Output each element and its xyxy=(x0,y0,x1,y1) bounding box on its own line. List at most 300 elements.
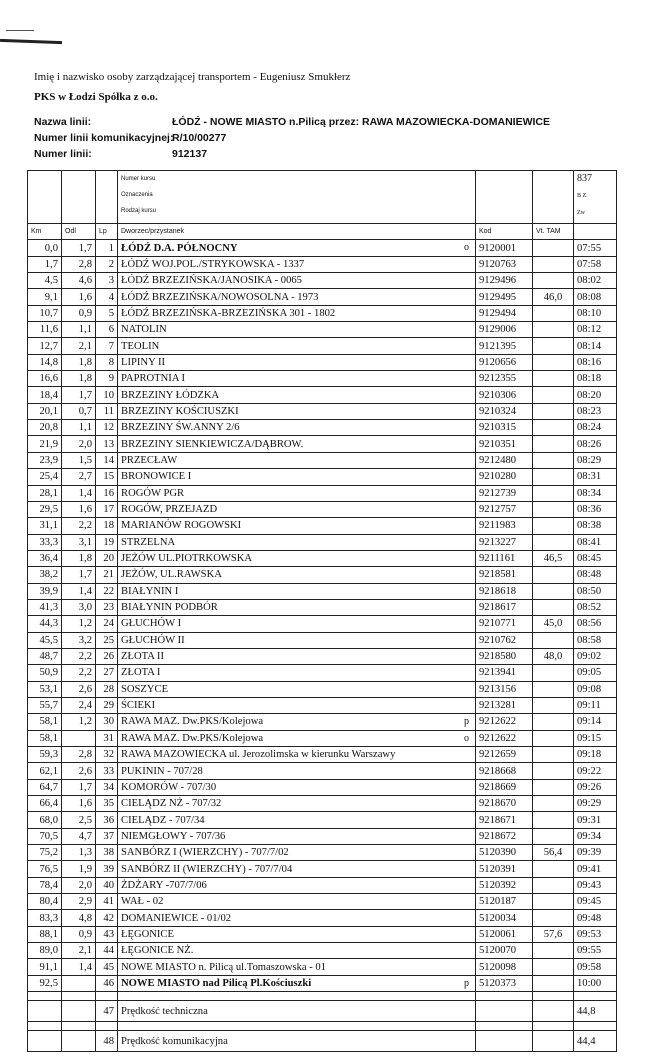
code-cell: 9120001 xyxy=(476,240,533,256)
km-cell: 31,1 xyxy=(28,518,62,534)
distance-cell: 2,9 xyxy=(62,894,96,910)
distance-cell: 4,6 xyxy=(62,273,96,289)
footer-label: Prędkość komunikacyjna xyxy=(118,1031,476,1052)
table-row xyxy=(28,550,617,566)
speed-cell xyxy=(533,763,574,779)
scan-artifact xyxy=(6,30,34,31)
km-cell: 28,1 xyxy=(28,485,62,501)
km-cell: 62,1 xyxy=(28,763,62,779)
time-cell: 10:00 xyxy=(574,975,617,991)
stop-name: BRZEZINY ŚW.ANNY 2/6 xyxy=(121,422,240,434)
km-cell: 83,3 xyxy=(28,910,62,926)
distance-cell: 2,0 xyxy=(62,877,96,893)
lp-cell: 42 xyxy=(96,910,118,926)
table-row xyxy=(28,812,617,828)
stop-cell xyxy=(118,796,476,812)
speed-cell xyxy=(533,975,574,991)
stop-name: DOMANIEWICE - 01/02 xyxy=(121,912,232,924)
stop-name: LIPINY II xyxy=(121,356,166,368)
lp-cell: 41 xyxy=(96,894,118,910)
time-cell: 09:14 xyxy=(574,714,617,730)
km-cell: 75,2 xyxy=(28,845,62,861)
stop-flag: p xyxy=(464,716,469,728)
table-row xyxy=(28,943,617,959)
distance-cell: 4,7 xyxy=(62,828,96,844)
time-cell: 09:39 xyxy=(574,845,617,861)
stop-cell xyxy=(118,354,476,370)
code-cell: 5120070 xyxy=(476,943,533,959)
table-row xyxy=(28,730,617,746)
speed-cell: 46,0 xyxy=(533,289,574,305)
stop-name: ZŁOTA I xyxy=(121,667,161,679)
table-row xyxy=(28,959,617,975)
stop-name: ŁĘGONICE NŻ. xyxy=(121,945,194,957)
line-name-label: Nazwa linii: xyxy=(34,116,92,128)
lp-cell: 37 xyxy=(96,828,118,844)
distance-cell: 1,2 xyxy=(62,616,96,632)
distance-cell: 1,6 xyxy=(62,501,96,517)
table-row xyxy=(28,697,617,713)
stop-name: ROGÓW PGR xyxy=(121,487,185,499)
stop-cell xyxy=(118,877,476,893)
time-cell: 08:58 xyxy=(574,632,617,648)
time-cell: 09:53 xyxy=(574,926,617,942)
distance-cell: 2,5 xyxy=(62,812,96,828)
distance-cell: 0,9 xyxy=(62,926,96,942)
code-cell: 9129494 xyxy=(476,305,533,321)
table-row xyxy=(28,894,617,910)
stop-flag: p xyxy=(464,977,469,989)
distance-cell: 4,8 xyxy=(62,910,96,926)
stop-cell xyxy=(118,763,476,779)
stop-cell xyxy=(118,256,476,272)
km-cell: 89,0 xyxy=(28,943,62,959)
time-cell: 09:11 xyxy=(574,697,617,713)
table-row xyxy=(28,567,617,583)
stop-cell xyxy=(118,240,476,256)
code-cell: 9120763 xyxy=(476,256,533,272)
stop-cell xyxy=(118,959,476,975)
col-odl: Odl xyxy=(62,224,96,240)
table-row xyxy=(28,371,617,387)
lp-cell: 39 xyxy=(96,861,118,877)
speed-cell xyxy=(533,501,574,517)
speed-cell xyxy=(533,469,574,485)
distance-cell: 1,8 xyxy=(62,371,96,387)
stop-name: NATOLIN xyxy=(121,324,167,336)
km-cell: 58,1 xyxy=(28,730,62,746)
distance-cell: 1,8 xyxy=(62,550,96,566)
table-row xyxy=(28,338,617,354)
stop-name: NOWE MIASTO n. Pilicą ul.Tomaszowska - 01 xyxy=(121,961,327,973)
code-cell: 9210351 xyxy=(476,436,533,452)
speed-cell xyxy=(533,420,574,436)
lp-cell: 27 xyxy=(96,665,118,681)
km-cell: 12,7 xyxy=(28,338,62,354)
stop-cell xyxy=(118,469,476,485)
km-cell: 9,1 xyxy=(28,289,62,305)
km-cell: 16,6 xyxy=(28,371,62,387)
time-cell: 09:29 xyxy=(574,796,617,812)
time-cell: 09:45 xyxy=(574,894,617,910)
table-row xyxy=(28,387,617,403)
stop-name: RAWA MAZOWIECKA ul. Jerozolimska w kierunku Warszawy xyxy=(121,749,396,761)
timetable xyxy=(27,170,617,1052)
stop-cell xyxy=(118,273,476,289)
km-cell: 20,8 xyxy=(28,420,62,436)
code-cell: 9210306 xyxy=(476,387,533,403)
table-row xyxy=(28,452,617,468)
stop-cell xyxy=(118,616,476,632)
km-cell: 36,4 xyxy=(28,550,62,566)
stop-name: WAŁ - 02 xyxy=(121,896,164,908)
km-cell: 92,5 xyxy=(28,975,62,991)
km-cell: 64,7 xyxy=(28,779,62,795)
footer-label: Prędkość techniczna xyxy=(118,1001,476,1022)
time-cell: 08:23 xyxy=(574,403,617,419)
km-cell: 33,3 xyxy=(28,534,62,550)
time-cell: 08:10 xyxy=(574,305,617,321)
code-cell: 9218672 xyxy=(476,828,533,844)
time-cell: 09:15 xyxy=(574,730,617,746)
speed-cell xyxy=(533,240,574,256)
lp-cell: 26 xyxy=(96,648,118,664)
code-cell: 9213281 xyxy=(476,697,533,713)
lp-cell: 17 xyxy=(96,501,118,517)
km-cell: 45,5 xyxy=(28,632,62,648)
distance-cell: 1,3 xyxy=(62,845,96,861)
code-cell: 9218671 xyxy=(476,812,533,828)
distance-cell: 1,6 xyxy=(62,289,96,305)
stop-name: NIEMGŁOWY - 707/36 xyxy=(121,830,226,842)
km-cell: 1,7 xyxy=(28,256,62,272)
stop-name: RAWA MAZ. Dw.PKS/Kolejowa xyxy=(121,716,264,728)
stop-cell xyxy=(118,894,476,910)
code-cell: 9129006 xyxy=(476,322,533,338)
stop-cell xyxy=(118,436,476,452)
lp-cell: 46 xyxy=(96,975,118,991)
speed-cell: 57,6 xyxy=(533,926,574,942)
lp-cell: 47 xyxy=(96,1001,118,1022)
distance-cell: 1,7 xyxy=(62,387,96,403)
speed-cell xyxy=(533,436,574,452)
distance-cell: 1,7 xyxy=(62,240,96,256)
time-cell: 09:34 xyxy=(574,828,617,844)
code-cell: 9212757 xyxy=(476,501,533,517)
distance-cell: 2,2 xyxy=(62,665,96,681)
code-cell: 9210762 xyxy=(476,632,533,648)
stop-name: ŁÓDŹ WOJ.POL./STRYKOWSKA - 1337 xyxy=(121,258,305,270)
stop-cell xyxy=(118,632,476,648)
stop-name: CIELĄDZ NŻ - 707/32 xyxy=(121,798,222,810)
distance-cell: 0,7 xyxy=(62,403,96,419)
speed-cell xyxy=(533,599,574,615)
distance-cell: 1,2 xyxy=(62,714,96,730)
lp-cell: 35 xyxy=(96,796,118,812)
km-cell: 59,3 xyxy=(28,747,62,763)
col-ts: Vt. TAM xyxy=(533,224,574,240)
code-cell: 9210315 xyxy=(476,420,533,436)
stop-cell xyxy=(118,485,476,501)
lp-cell: 36 xyxy=(96,812,118,828)
code-cell: 9212480 xyxy=(476,452,533,468)
speed-cell: 45,0 xyxy=(533,616,574,632)
code-cell: 9211161 xyxy=(476,550,533,566)
stop-cell xyxy=(118,730,476,746)
speed-cell xyxy=(533,354,574,370)
speed-cell xyxy=(533,305,574,321)
table-row xyxy=(28,240,617,256)
speed-cell xyxy=(533,714,574,730)
lp-cell: 23 xyxy=(96,599,118,615)
distance-cell xyxy=(62,975,96,991)
lp-cell: 11 xyxy=(96,403,118,419)
speed-cell xyxy=(533,730,574,746)
stop-cell xyxy=(118,567,476,583)
code-cell: 9218669 xyxy=(476,779,533,795)
stop-cell xyxy=(118,305,476,321)
table-row xyxy=(28,763,617,779)
code-cell: 5120034 xyxy=(476,910,533,926)
table-row xyxy=(28,877,617,893)
stop-flag: o xyxy=(464,242,469,254)
course-header-row xyxy=(28,171,617,224)
course-number: 837 xyxy=(577,173,592,184)
lp-cell: 3 xyxy=(96,273,118,289)
km-cell: 68,0 xyxy=(28,812,62,828)
code-cell: 5120061 xyxy=(476,926,533,942)
stop-cell xyxy=(118,420,476,436)
line-number-label: Numer linii: xyxy=(34,148,92,160)
speed-cell xyxy=(533,567,574,583)
code-cell: 9213941 xyxy=(476,665,533,681)
speed-cell xyxy=(533,877,574,893)
distance-cell: 1,8 xyxy=(62,354,96,370)
speed-cell xyxy=(533,796,574,812)
km-cell: 48,7 xyxy=(28,648,62,664)
stop-name: ŁÓDŹ BRZEZIŃSKA/NOWOSOLNA - 1973 xyxy=(121,291,319,303)
distance-cell: 1,4 xyxy=(62,959,96,975)
course-number-label: Numer kursu xyxy=(121,176,156,182)
stop-name: ŁÓDŹ BRZEZIŃSKA/JANOSIKA - 0065 xyxy=(121,275,302,287)
lp-cell: 45 xyxy=(96,959,118,975)
stop-name: STRZELNA xyxy=(121,536,176,548)
lp-cell: 19 xyxy=(96,534,118,550)
lp-cell: 12 xyxy=(96,420,118,436)
distance-cell: 1,5 xyxy=(62,452,96,468)
speed-cell: 56,4 xyxy=(533,845,574,861)
distance-cell xyxy=(62,730,96,746)
distance-cell: 2,1 xyxy=(62,338,96,354)
stop-cell xyxy=(118,452,476,468)
km-cell: 66,4 xyxy=(28,796,62,812)
stop-name: NOWE MIASTO nad Pilicą Pl.Kościuszki xyxy=(121,977,312,989)
stop-name: BRONOWICE I xyxy=(121,471,192,483)
lp-cell: 8 xyxy=(96,354,118,370)
lp-cell: 40 xyxy=(96,877,118,893)
km-cell: 21,9 xyxy=(28,436,62,452)
km-cell: 58,1 xyxy=(28,714,62,730)
km-cell: 23,9 xyxy=(28,452,62,468)
stop-cell xyxy=(118,534,476,550)
spacer-row xyxy=(28,1022,617,1031)
lp-cell: 32 xyxy=(96,747,118,763)
lp-cell: 33 xyxy=(96,763,118,779)
km-cell: 78,4 xyxy=(28,877,62,893)
stop-name: BRZEZINY SIENKIEWICZA/DĄBROW. xyxy=(121,438,304,450)
code-cell: 9218668 xyxy=(476,763,533,779)
distance-cell: 2,1 xyxy=(62,943,96,959)
distance-cell: 3,0 xyxy=(62,599,96,615)
stop-name: PRZECŁAW xyxy=(121,454,178,466)
speed-cell xyxy=(533,518,574,534)
table-row xyxy=(28,828,617,844)
distance-cell: 1,1 xyxy=(62,322,96,338)
time-cell: 09:18 xyxy=(574,747,617,763)
code-cell: 5120392 xyxy=(476,877,533,893)
code-cell: 5120373 xyxy=(476,975,533,991)
table-row xyxy=(28,779,617,795)
stop-cell xyxy=(118,518,476,534)
speed-cell xyxy=(533,681,574,697)
time-cell: 08:41 xyxy=(574,534,617,550)
stop-cell xyxy=(118,779,476,795)
km-cell: 41,3 xyxy=(28,599,62,615)
time-cell: 08:02 xyxy=(574,273,617,289)
manager-name: Imię i nazwisko osoby zarządzającej transportem - Eugeniusz Smukłerz xyxy=(34,71,351,83)
km-cell: 80,4 xyxy=(28,894,62,910)
distance-cell: 2,6 xyxy=(62,763,96,779)
col-lp: Lp xyxy=(96,224,118,240)
distance-cell: 1,1 xyxy=(62,420,96,436)
table-row xyxy=(28,599,617,615)
stop-name: MARIANÓW ROGOWSKI xyxy=(121,520,242,532)
stop-cell xyxy=(118,322,476,338)
course-mark-label: Oznaczenia xyxy=(121,192,153,198)
km-cell: 39,9 xyxy=(28,583,62,599)
speed-cell xyxy=(533,697,574,713)
distance-cell: 0,9 xyxy=(62,305,96,321)
time-cell: 08:48 xyxy=(574,567,617,583)
time-cell: 08:31 xyxy=(574,469,617,485)
code-cell: 9218618 xyxy=(476,583,533,599)
lp-cell: 48 xyxy=(96,1031,118,1052)
table-row xyxy=(28,648,617,664)
footer-value: 44,8 xyxy=(574,1001,617,1022)
stop-cell xyxy=(118,583,476,599)
stop-cell xyxy=(118,845,476,861)
speed-cell xyxy=(533,256,574,272)
code-cell: 9218581 xyxy=(476,567,533,583)
stop-name: PAPROTNIA I xyxy=(121,373,186,385)
table-row xyxy=(28,632,617,648)
stop-cell xyxy=(118,697,476,713)
lp-cell: 6 xyxy=(96,322,118,338)
lp-cell: 43 xyxy=(96,926,118,942)
stop-cell xyxy=(118,338,476,354)
table-row xyxy=(28,469,617,485)
stop-name: KOMORÓW - 707/30 xyxy=(121,781,217,793)
table-row xyxy=(28,289,617,305)
lp-cell: 22 xyxy=(96,583,118,599)
stop-cell xyxy=(118,371,476,387)
time-cell: 09:31 xyxy=(574,812,617,828)
time-cell: 08:34 xyxy=(574,485,617,501)
distance-cell: 2,8 xyxy=(62,747,96,763)
code-cell: 9213156 xyxy=(476,681,533,697)
stop-name: TEOLIN xyxy=(121,340,160,352)
speed-cell xyxy=(533,387,574,403)
distance-cell: 2,8 xyxy=(62,256,96,272)
lp-cell: 28 xyxy=(96,681,118,697)
speed-cell xyxy=(533,861,574,877)
time-cell: 09:02 xyxy=(574,648,617,664)
code-cell: 9120656 xyxy=(476,354,533,370)
col-stop: Dworzec/przystanek xyxy=(118,224,476,240)
km-cell: 25,4 xyxy=(28,469,62,485)
lp-cell: 30 xyxy=(96,714,118,730)
lp-cell: 24 xyxy=(96,616,118,632)
code-cell: 9212659 xyxy=(476,747,533,763)
time-cell: 09:58 xyxy=(574,959,617,975)
km-cell: 18,4 xyxy=(28,387,62,403)
course-labels xyxy=(118,171,476,224)
table-row xyxy=(28,403,617,419)
speed-cell xyxy=(533,747,574,763)
stop-name: ROGÓW, PRZEJAZD xyxy=(121,504,218,516)
stop-cell xyxy=(118,943,476,959)
stop-cell xyxy=(118,599,476,615)
speed-cell xyxy=(533,779,574,795)
code-cell: 9212622 xyxy=(476,714,533,730)
table-row xyxy=(28,354,617,370)
distance-cell: 1,9 xyxy=(62,861,96,877)
spacer-row xyxy=(28,992,617,1001)
distance-cell: 2,4 xyxy=(62,697,96,713)
km-cell: 50,9 xyxy=(28,665,62,681)
stop-cell xyxy=(118,501,476,517)
code-cell: 9218617 xyxy=(476,599,533,615)
table-row xyxy=(28,616,617,632)
speed-cell xyxy=(533,828,574,844)
speed-cell xyxy=(533,632,574,648)
km-cell: 14,8 xyxy=(28,354,62,370)
code-cell: 5120098 xyxy=(476,959,533,975)
speed-cell xyxy=(533,665,574,681)
lp-cell: 5 xyxy=(96,305,118,321)
time-cell: 08:52 xyxy=(574,599,617,615)
speed-cell: 46,5 xyxy=(533,550,574,566)
table-row xyxy=(28,322,617,338)
distance-cell: 2,6 xyxy=(62,681,96,697)
stop-name: BIAŁYNIN I xyxy=(121,585,179,597)
lp-cell: 20 xyxy=(96,550,118,566)
distance-cell: 1,7 xyxy=(62,567,96,583)
stop-cell xyxy=(118,910,476,926)
km-cell: 91,1 xyxy=(28,959,62,975)
lp-cell: 13 xyxy=(96,436,118,452)
table-row xyxy=(28,665,617,681)
time-cell: 08:50 xyxy=(574,583,617,599)
time-cell: 08:36 xyxy=(574,501,617,517)
code-cell: 9218670 xyxy=(476,796,533,812)
time-cell: 08:20 xyxy=(574,387,617,403)
stop-name: BRZEZINY ŁÓDZKA xyxy=(121,389,220,401)
table-row xyxy=(28,583,617,599)
time-cell: 08:08 xyxy=(574,289,617,305)
line-number-value: 912137 xyxy=(172,148,208,160)
footer-row xyxy=(28,1031,617,1052)
